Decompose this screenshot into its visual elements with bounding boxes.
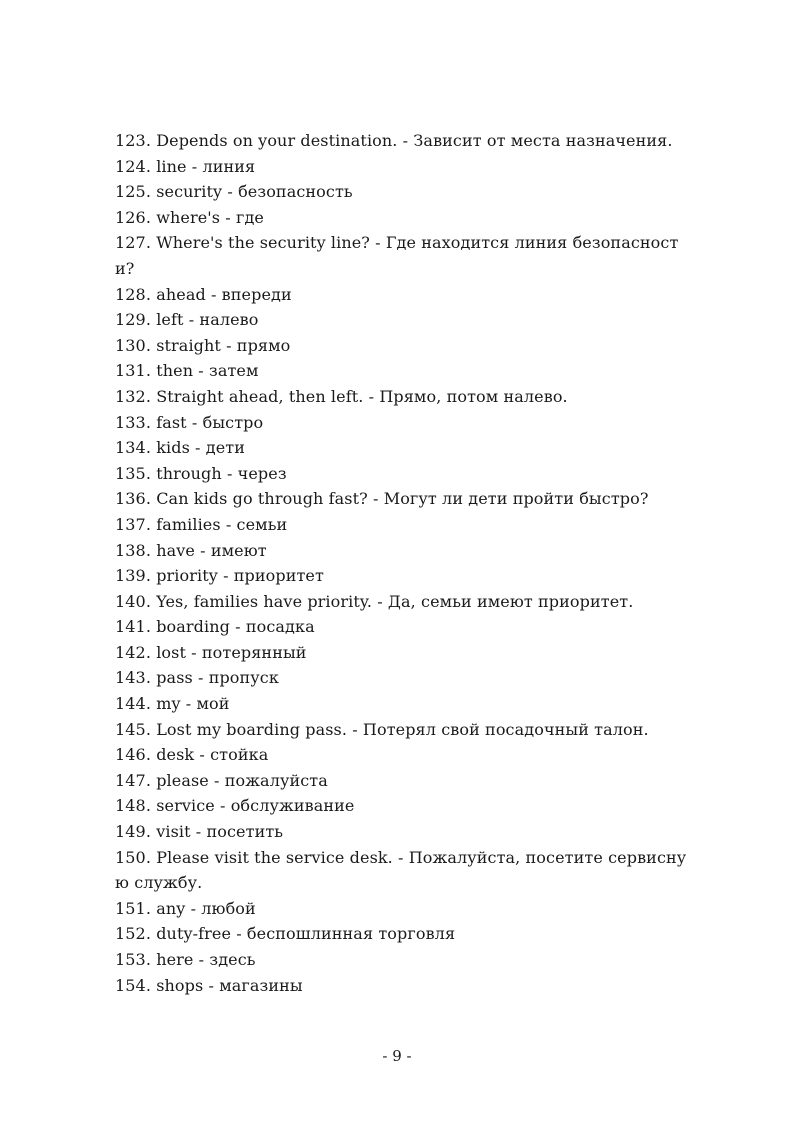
list-line: 148. service - обслуживание — [115, 796, 355, 816]
list-line: 149. visit - посетить — [115, 822, 284, 842]
vocabulary-list — [115, 128, 695, 998]
list-line: 142. lost - потерянный — [115, 642, 307, 662]
list-line: 154. shops - магазины — [115, 975, 303, 995]
list-line: 128. ahead - впереди — [115, 284, 292, 304]
list-line: 151. any - любой — [115, 898, 256, 918]
list-line: 125. security - безопасность — [115, 182, 353, 202]
list-line: 140. Yes, families have priority. - Да, семьи имеют приоритет. — [115, 591, 634, 611]
page-number: - 9 - — [382, 1047, 412, 1065]
list-line-continuation: ю службу. — [115, 873, 203, 893]
list-line: 138. have - имеют — [115, 540, 267, 560]
list-line: 130. straight - прямо — [115, 335, 291, 355]
list-line: 123. Depends on your destination. - Зависит от места назначения. — [115, 131, 673, 150]
list-line: 146. desk - стойка — [115, 745, 269, 765]
list-line: 137. families - семьи — [115, 514, 288, 534]
list-line: 144. my - мой — [115, 694, 230, 714]
list-line: 145. Lost my boarding pass. - Потерял свой посадочный талон. — [115, 719, 649, 739]
list-line: 147. please - пожалуйста — [115, 770, 328, 790]
list-line-continuation: и? — [115, 258, 135, 278]
list-line: 136. Can kids go through fast? - Могут ли дети пройти быстро? — [115, 489, 649, 509]
list-line: 124. line - линия — [115, 156, 256, 176]
list-line: 134. kids - дети — [115, 438, 245, 458]
list-line: 133. fast - быстро — [115, 412, 264, 432]
list-line: 126. where's - где — [115, 207, 264, 227]
list-line: 153. here - здесь — [115, 950, 256, 969]
list-line: 141. boarding - посадка — [115, 617, 315, 637]
list-line: 150. Please visit the service desk. - Пожалуйста, посетите сервисну — [115, 847, 687, 867]
list-line: 139. priority - приоритет — [115, 566, 324, 586]
list-line: 129. left - налево — [115, 310, 259, 330]
list-line: 143. pass - пропуск — [115, 668, 279, 688]
list-line: 132. Straight ahead, then left. - Прямо, потом налево. — [115, 386, 568, 406]
list-line: 127. Where's the security line? - Где находится линия безопасност — [115, 233, 679, 253]
list-line: 152. duty-free - беспошлинная торговля — [115, 924, 456, 944]
list-line: 135. through - через — [115, 463, 287, 483]
list-line: 131. then - затем — [115, 361, 259, 381]
